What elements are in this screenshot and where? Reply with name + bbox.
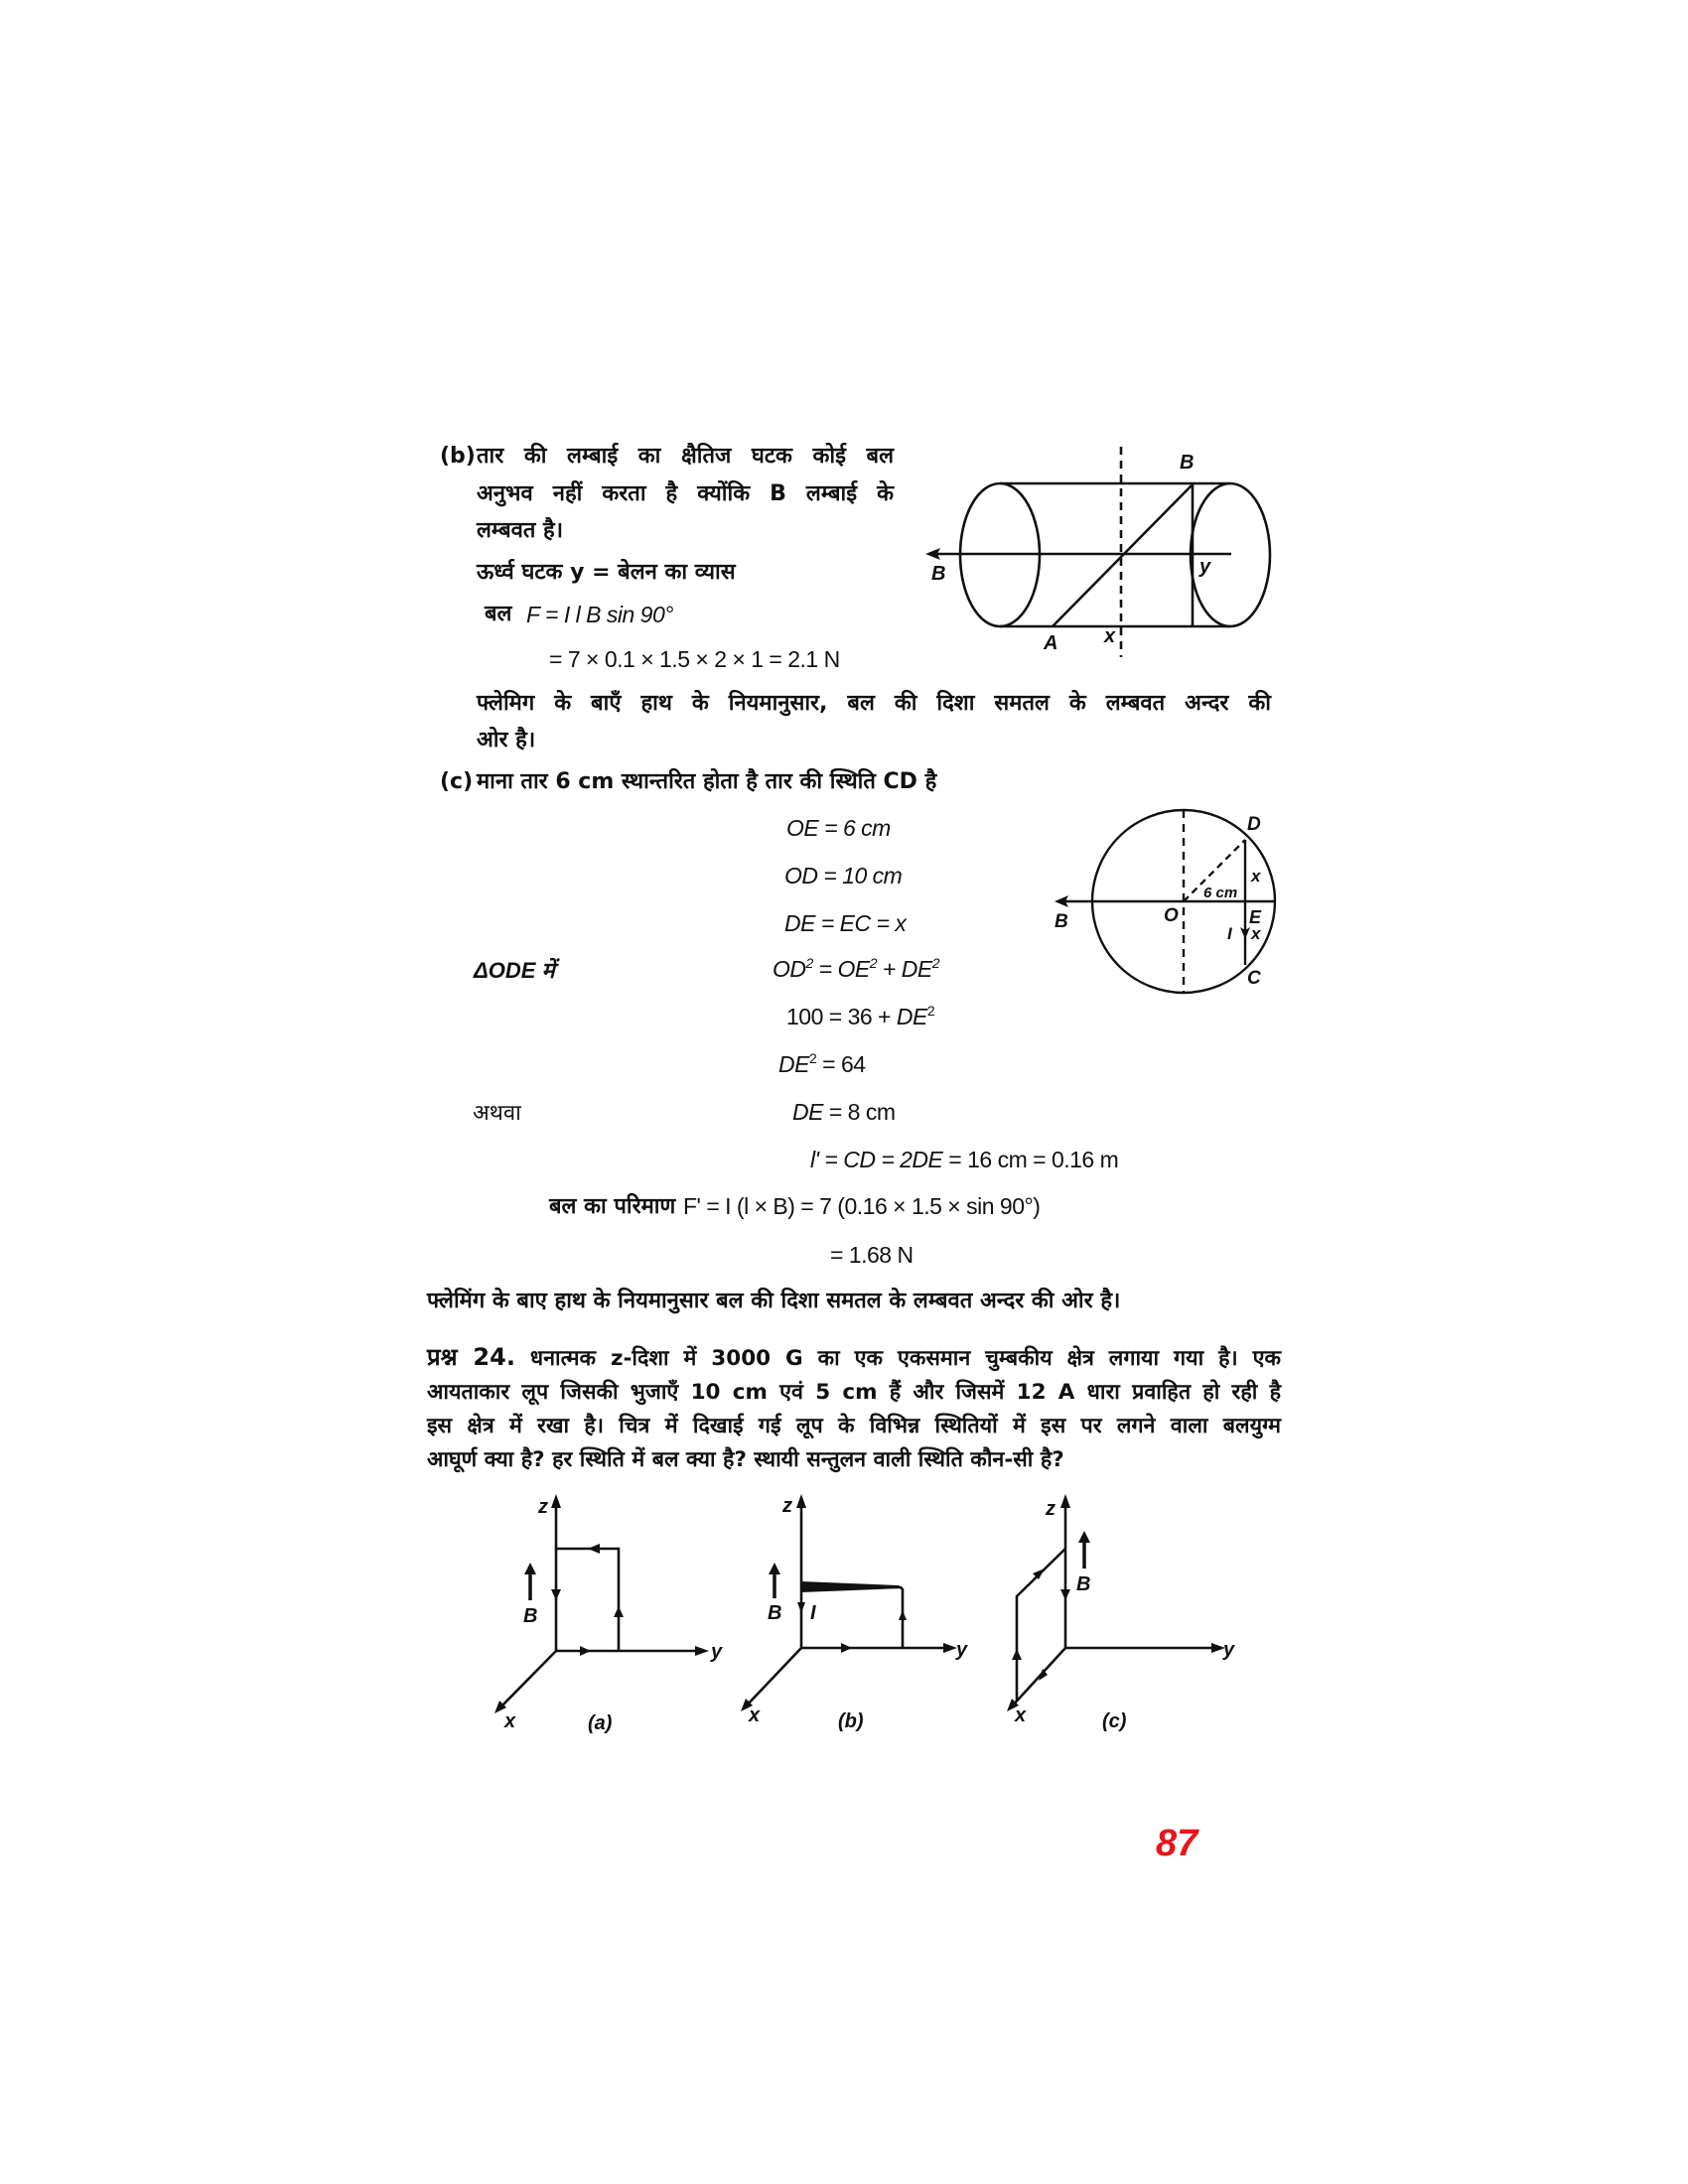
circle-label-o: O — [1164, 905, 1179, 926]
axis-z-label: z — [782, 1495, 792, 1517]
part-b-line-3: लम्बवत है। — [477, 518, 564, 543]
page-number: 87 — [1156, 1823, 1198, 1864]
question-line-1: प्रश्न 24. धनात्मक z-दिशा में 3000 G का एक एकसमान चुम्बकीय क्षेत्र लगाया गया है। एक — [427, 1343, 1281, 1371]
magnitude-formula: F' = I (l × B) = 7 (0.16 × 1.5 × sin 90°) — [683, 1193, 1041, 1219]
current-i-label: I — [810, 1602, 816, 1624]
question-24 — [427, 1340, 1281, 1477]
field-b-label: B — [768, 1602, 782, 1624]
eq-substitution: $100 = 36 + DE^2$ — [786, 1003, 935, 1029]
axis-y-label: y — [1223, 1639, 1235, 1661]
figure-caption-c: (c) — [1102, 1710, 1127, 1732]
eq-length-cd: l' = CD = 2DE = 16 cm = 0.16 m — [810, 1147, 1119, 1172]
cylinder-label-a: A — [1044, 632, 1058, 654]
loop-figure-b — [725, 1489, 983, 1737]
part-c-label: (c) — [440, 769, 474, 794]
question-label: प्रश्न 24. — [427, 1343, 515, 1371]
axis-z-label: z — [1046, 1498, 1055, 1520]
vertical-component: ऊर्ध्व घटक y = बेलन का व्यास — [477, 560, 736, 585]
question-line-4: आघूर्ण क्या है? हर स्थिति में बल क्या है? स्थायी सन्तुलन वाली स्थिति कौन-सी है? — [427, 1447, 1064, 1472]
axis-x-label: x — [749, 1705, 761, 1726]
part-b-line-1: तार की लम्बाई का क्षैतिज घटक कोई बल — [477, 444, 894, 469]
circle-diagram — [1033, 794, 1291, 1013]
loop-figure-a — [477, 1489, 735, 1734]
eq-de-squared: $DE^2 = 64$ — [778, 1050, 866, 1077]
part-c-intro: माना तार 6 cm स्थान्तरित होता है तार की स्थिति CD है — [477, 769, 937, 794]
or-label: अथवा — [473, 1101, 521, 1126]
circle-label-c: C — [1247, 968, 1261, 989]
eq-oe: OE = 6 cm — [786, 815, 891, 841]
force-label: बल — [485, 602, 512, 626]
cylinder-label-b-field: B — [931, 563, 946, 585]
circle-label-x-top: x — [1251, 867, 1261, 886]
figure-caption-b: (b) — [838, 1710, 864, 1732]
loop-figure-c — [983, 1489, 1241, 1737]
figure-caption-a: (a) — [588, 1712, 613, 1734]
fleming-rule-c: फ्लेमिंग के बाए हाथ के नियमानुसार बल की दिशा समतल के लम्बवत अन्दर की ओर है। — [427, 1289, 1121, 1313]
force-calc: = 7 × 0.1 × 1.5 × 2 × 1 = 2.1 N — [549, 646, 840, 672]
axis-z-label: z — [538, 1496, 548, 1518]
circle-label-b: B — [1055, 911, 1068, 932]
circle-label-x-bottom: x — [1251, 924, 1261, 943]
eq-de-ec: DE = EC = x — [784, 910, 907, 936]
field-b-label: B — [523, 1605, 538, 1627]
cylinder-label-y: y — [1199, 556, 1211, 578]
circle-label-e: E — [1249, 907, 1262, 927]
magnitude-label: बल का परिमाण — [549, 1194, 676, 1219]
part-b-label: (b) — [440, 444, 476, 469]
axis-x-label: x — [1015, 1705, 1027, 1726]
axis-y-label: y — [956, 1639, 968, 1661]
circle-label-i: I — [1227, 924, 1232, 943]
cylinder-label-x: x — [1104, 625, 1116, 647]
field-b-label: B — [1076, 1573, 1091, 1595]
circle-label-6cm: 6 cm — [1203, 885, 1238, 901]
triangle-label: ΔODE में — [474, 958, 555, 983]
force-formula: F = I l B sin 90° — [526, 602, 673, 627]
fleming-rule-b-line-1: फ्लेमिग के बाएँ हाथ के नियमानुसार, बल की दिशा समतल के लम्बवत अन्दर की — [477, 691, 1271, 716]
question-line-2: आयताकार लूप जिसकी भुजाएँ 10 cm एवं 5 cm हैं और जिसमें 12 A धारा प्रवाहित हो रही है — [427, 1380, 1281, 1405]
eq-de-value: DE = 8 cm — [792, 1099, 896, 1125]
cylinder-label-b-top: B — [1180, 452, 1195, 474]
part-b-line-2: अनुभव नहीं करता है क्योंकि B लम्बाई के — [477, 481, 894, 506]
magnitude-result: = 1.68 N — [830, 1242, 914, 1268]
circle-label-d: D — [1247, 814, 1261, 835]
eq-pythagoras: $OD^2 = OE^2 + DE^2$ — [773, 955, 940, 982]
question-line-3: इस क्षेत्र में रखा है। चित्र में दिखाई गई लूप के विभिन्न स्थितियों में इस पर लगने वाला बलयुग्म — [427, 1414, 1281, 1438]
cylinder-diagram — [914, 437, 1281, 665]
axis-y-label: y — [711, 1641, 723, 1663]
fleming-rule-b-line-2: ओर है। — [477, 728, 536, 752]
axis-x-label: x — [504, 1710, 516, 1732]
eq-od: OD = 10 cm — [784, 863, 903, 888]
